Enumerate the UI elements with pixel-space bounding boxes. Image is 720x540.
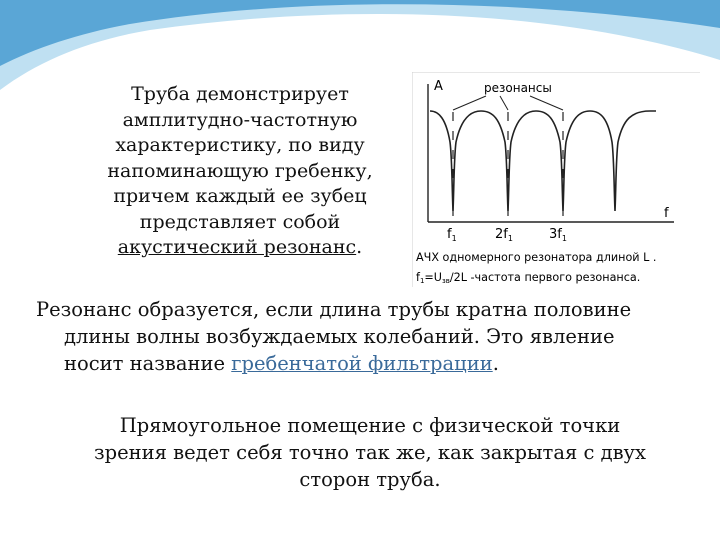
room-analogy: [60, 412, 680, 493]
room-analogy-line: сторон труба.: [299, 468, 441, 491]
tick-label-2f1: $2f_1$: [495, 227, 513, 243]
room-analogy-line: Прямоугольное помещение с физической точки: [119, 414, 621, 437]
y-axis-label: A: [434, 79, 443, 94]
figure-caption-line-2: f1=Uзв/2L -частота первого резонанса.: [416, 271, 641, 285]
pipe-description: [70, 82, 410, 261]
pipe-description-line: представляет собой: [139, 210, 341, 233]
comb-filtering-link[interactable]: гребенчатой фильтрации: [231, 352, 493, 375]
resonance-explanation-line: Резонанс образуется, если длина трубы кратна половине: [36, 298, 632, 321]
pipe-description-line: характеристику, по виду: [115, 134, 365, 156]
pipe-description-line: Труба демонстрирует: [131, 83, 349, 105]
resonance-explanation-line: носит название гребенчатой фильтрации.: [64, 352, 499, 375]
resonances-pointer-1: [453, 96, 486, 110]
figure-caption-line-1: АЧХ одномерного резонатора длиной L .: [416, 251, 657, 264]
resonance-explanation-line: длины волны возбуждаемых колебаний. Это явление: [64, 325, 615, 348]
pipe-description-line: амплитудно-частотную: [122, 108, 358, 131]
x-axis-label: f: [664, 206, 669, 221]
comb-response-curve: [430, 111, 656, 211]
resonances-label: резонансы: [484, 81, 552, 95]
resonances-pointer-3: [530, 96, 563, 110]
tick-label-f1: $f_1$: [447, 227, 457, 243]
pipe-description-line: акустический резонанс.: [117, 236, 363, 258]
pipe-description-line: причем каждый ее зубец: [113, 185, 367, 207]
acoustic-resonance-term: акустический резонанс: [117, 236, 357, 258]
room-analogy-line: зрения ведет себя точно так же, как закрытая с двух: [93, 441, 647, 464]
frequency-response-figure: [412, 72, 712, 292]
resonances-pointer-2: [500, 96, 508, 110]
resonance-explanation: [36, 296, 720, 377]
tick-label-3f1: $3f_1$: [549, 227, 567, 243]
pipe-description-line: напоминающую гребенку,: [107, 159, 373, 182]
